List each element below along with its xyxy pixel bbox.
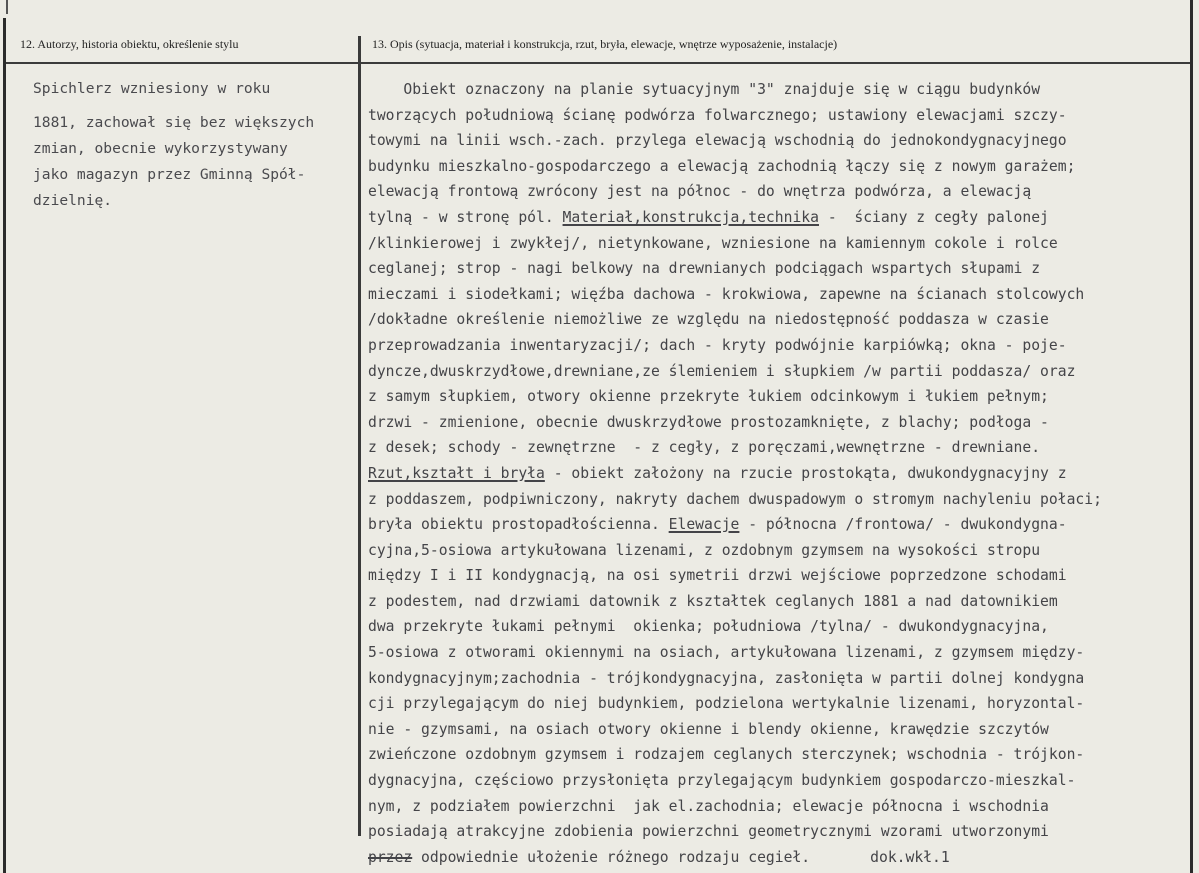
description-line: nym, z podziałem powierzchni jak el.zachodnia; elewacje północna i wschodnia (368, 797, 1049, 815)
left-border-line (3, 18, 6, 873)
description-line-with-heading (368, 512, 1190, 538)
description-line: nie - gzymsami, na osiach otwory okienne i blendy okienne, krawędzie szczytów (368, 720, 1049, 738)
description-line: 5-osiowa z otworami okiennymi na osiach, artykułowana lizenami, z gzymsem między- (368, 644, 1085, 662)
description-text-segment: - obiekt założony na rzucie prostokąta, dwukondygnacyjny z (544, 464, 1067, 482)
description-line: budynku mieszkalno-gospodarczego a elewacją zachodnią łączy się z nowym garażem; (368, 157, 1076, 175)
left-text-line: zmian, obecnie wykorzystywany (33, 140, 288, 157)
description-line: /klinkierowej i zwykłej/, nietynkowane, wzniesione na kamiennym cokole i rolce (368, 234, 1058, 252)
description-line: z desek; schody - zewnętrzne - z cegły, z poręczami,wewnętrzne - drewniane. (368, 439, 1041, 457)
section-12-header: 12. Autorzy, historia obiektu, określenie stylu (20, 37, 239, 51)
struck-word: przez (368, 848, 413, 866)
authors-history-text (33, 76, 363, 214)
description-line: dwa przekryte łukami pełnymi okienka; południowa /tylna/ - dwukondygnacyjna, (368, 618, 1049, 636)
description-text-segment: - północna /frontowa/ - dwukondygna- (739, 516, 1067, 534)
header-rule (6, 62, 1190, 64)
corner-mark (6, 0, 8, 14)
right-border-line (1190, 0, 1193, 873)
description-line: drzwi - zmienione, obecnie dwuskrzydłowe prostozamknięte, z blachy; podłoga - (368, 413, 1049, 431)
description-line: Obiekt oznaczony na planie sytuacyjnym "3" znajduje się w ciągu budynków (368, 81, 1041, 98)
description-last-line (368, 845, 1190, 871)
description-line: dygnacyjna, częściowo przysłonięta przylegającym budynkiem gospodarczo-mieszkal- (368, 772, 1076, 790)
description-line: cji przylegającym do niej budynkiem, podzielona wertykalnie lizenami, horyzontal- (368, 695, 1085, 713)
elevations-heading: Elewacje (668, 516, 740, 534)
description-line: zwieńczone ozdobnym gzymsem i rodzajem ceglanych sterczynek; wschodnia - trójkon- (368, 746, 1085, 764)
plan-form-heading: Rzut,kształt i bryła (368, 464, 545, 482)
description-line: cyjna,5-osiowa artykułowana lizenami, z ozdobnym gzymsem na wysokości stropu (368, 541, 1041, 559)
left-text-line: Spichlerz wzniesiony w roku (33, 80, 271, 97)
section-13-header: 13. Opis (sytuacja, materiał i konstrukcja, rzut, bryła, elewacje, wnętrze wyposażenie, instalacje) (372, 37, 838, 51)
description-text-segment: - ściany z cegły palonej (818, 208, 1049, 226)
description-line: z poddaszem, podpiwniczony, nakryty dachem dwuspadowym o stromym nachyleniu połaci; (368, 490, 1102, 508)
description-line: kondygnacyjnym;zachodnia - trójkondygnacyjna, zasłonięta w partii dolnej kondygna (368, 669, 1085, 687)
description-line: z samym słupkiem, otwory okienne przekryte łukiem odcinkowym i łukiem pełnym; (368, 388, 1049, 406)
materials-heading: Materiał,konstrukcja,technika (562, 208, 819, 226)
description-line: posiadają atrakcyjne zdobienia powierzchni geometrycznymi wzorami utworzonymi (368, 823, 1049, 841)
description-line: z podestem, nad drzwiami datownik z kształtek ceglanych 1881 a nad datownikiem (368, 592, 1058, 610)
description-line: tworzących południową ścianę podwórza folwarcznego; ustawiony elewacjami szczy- (368, 106, 1067, 124)
description-line-with-heading (368, 461, 1190, 487)
description-text-segment: tylną - w stronę pól. (368, 208, 563, 226)
description-line: dyncze,dwuskrzydłowe,drewniane,ze ślemieniem i słupkiem /w partii poddasza/ oraz (368, 362, 1076, 380)
description-line: między I i II kondygnacją, na osi symetrii drzwi wejściowe poprzedzone schodami (368, 567, 1067, 585)
description-line: towymi na linii wsch.-zach. przylega elewacją wschodnią do jednokondygnacyjnego (368, 132, 1067, 150)
description-line: mieczami i siodełkami; więźba dachowa - krokwiowa, zapewne na ścianach stolcowych (368, 285, 1085, 303)
description-line-with-heading (368, 205, 1190, 231)
description-text-segment: odpowiednie ułożenie różnego rodzaju cegieł. (412, 848, 811, 866)
description-line: ceglanej; strop - nagi belkowy na drewnianych podciągach wspartych słupami z (368, 260, 1041, 278)
description-line: /dokładne określenie niemożliwe ze względu na niedostępność poddasza w czasie (368, 311, 1049, 329)
document-reference: dok.wkł.1 (870, 848, 950, 866)
left-text-line: jako magazyn przez Gminną Spół- (33, 166, 306, 183)
description-text (368, 77, 1190, 870)
description-line: elewacją frontową zwrócony jest na północ - do wnętrza podwórza, a elewacją (368, 183, 1032, 201)
description-text-segment: bryła obiektu prostopadłościenna. (368, 516, 669, 534)
left-text-line: dzielnię. (33, 192, 113, 209)
description-line: przeprowadzania inwentaryzacji/; dach - kryty podwójnie karpiówką; okna - poje- (368, 336, 1067, 354)
left-text-line: 1881, zachował się bez większych (33, 114, 315, 131)
